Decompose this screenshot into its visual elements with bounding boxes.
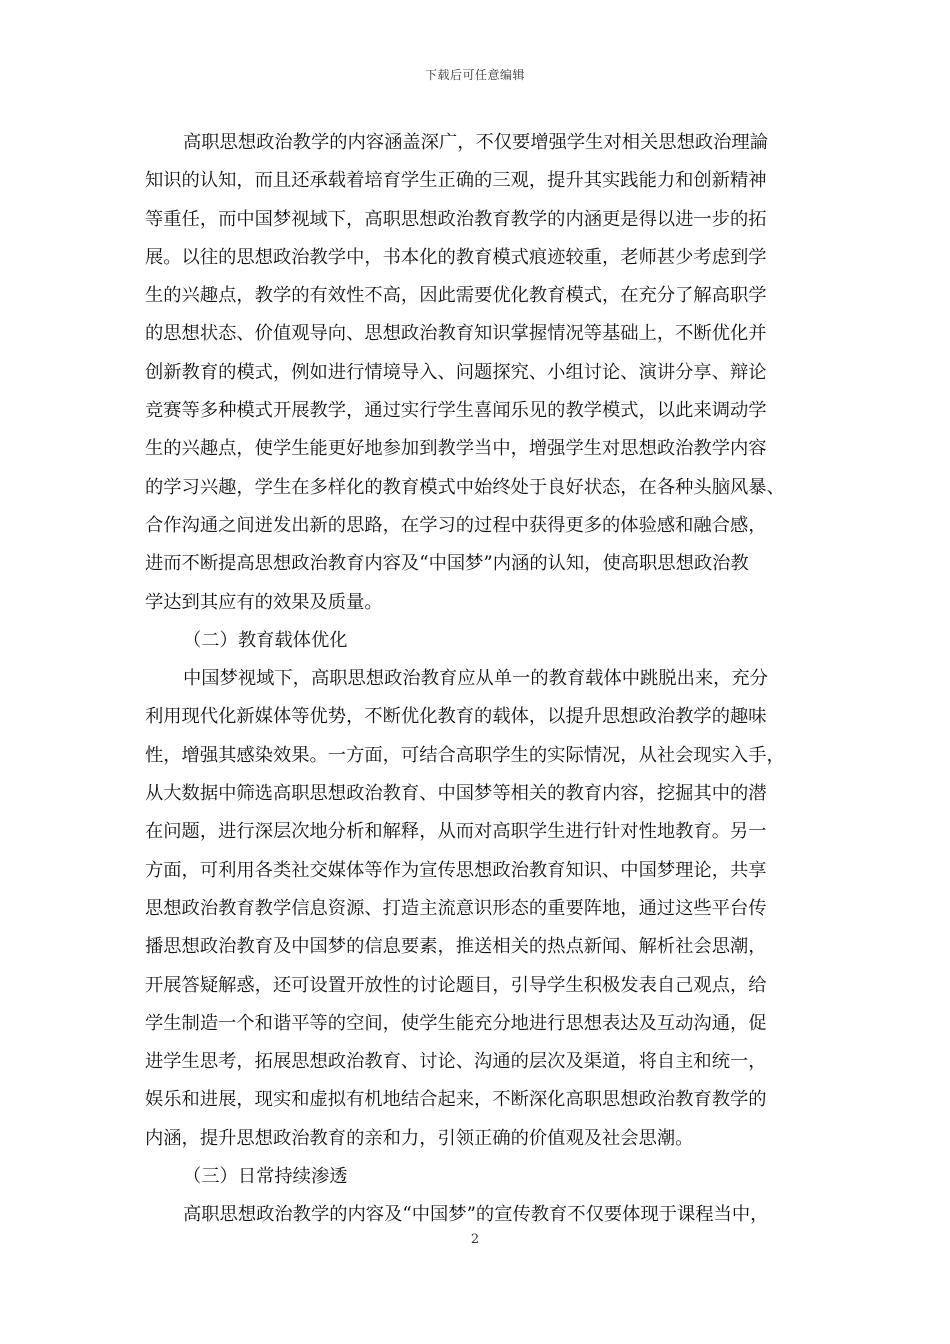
- text-line: 竞赛等多种模式开展教学，通过实行学生喜闻乐见的教学模式，以此来调动学: [145, 400, 767, 422]
- page-number: 2: [470, 1232, 480, 1247]
- text-line: 进而不断提高思想政治教育内容及“中国梦”内涵的认知，使高职思想政治教: [145, 553, 749, 575]
- text-line: 性，增强其感染效果。一方面，可结合高职学生的实际情况，从社会现实入手，: [145, 744, 785, 766]
- text-line: 合作沟通之间迸发出新的思路，在学习的过程中获得更多的体验感和融合感，: [145, 514, 767, 536]
- text-line: 学达到其应有的效果及质量。: [145, 591, 383, 613]
- text-line: 生的兴趣点，使学生能更好地参加到教学当中，增强学生对思想政治教学内容: [145, 438, 767, 460]
- text-line: 生的兴趣点，教学的有效性不高，因此需要优化教育模式，在充分了解高职学: [145, 285, 767, 307]
- text-line: 播思想政治教育及中国梦的信息要素，推送相关的热点新闻、解析社会思潮，: [145, 936, 767, 958]
- text-line: （二）教育载体优化: [183, 629, 348, 651]
- text-line: 进学生思考，拓展思想政治教育、讨论、沟通的层次及渠道，将自主和统一，: [145, 1051, 767, 1073]
- text-line: 在问题，进行深层次地分析和解释，从而对高职学生进行针对性地教育。另一: [145, 821, 767, 843]
- text-line: 等重任，而中国梦视域下，高职思想政治教育教学的内涵更是得以进一步的拓: [145, 208, 767, 230]
- text-line: 开展答疑解惑，还可设置开放性的讨论题目，引导学生积极发表自己观点，给: [145, 974, 767, 996]
- text-line: 高职思想政治教学的内容及“中国梦”的宣传教育不仅要体现于课程当中，: [183, 1204, 769, 1226]
- text-line: 中国梦视域下，高职思想政治教育应从单一的教育载体中跳脱出来，充分: [183, 668, 768, 690]
- text-line: 高职思想政治教学的内容涵盖深广，不仅要增强学生对相关思想政治理論: [183, 132, 768, 153]
- text-line: 思想政治教育教学信息资源、打造主流意识形态的重要阵地，通过这些平台传: [145, 897, 767, 919]
- text-line: 创新教育的模式，例如进行情境导入、问题探究、小组讨论、演讲分享、辩论: [145, 361, 767, 383]
- text-line: 学生制造一个和谐平等的空间，使学生能充分地进行思想表达及互动沟通，促: [145, 1012, 767, 1034]
- text-line: 知识的认知，而且还承载着培育学生正确的三观，提升其实践能力和创新精神: [145, 170, 767, 192]
- page-header: 下载后可任意编辑: [424, 68, 525, 82]
- text-line: 的学习兴趣，学生在多样化的教育模式中始终处于良好状态，在各种头脑风暴、: [145, 476, 785, 498]
- text-line: 展。以往的思想政治教学中，书本化的教育模式痕迹较重，老师甚少考虑到学: [145, 246, 767, 268]
- text-line: 利用现代化新媒体等优势，不断优化教育的载体，以提升思想政治教学的趣味: [145, 706, 767, 728]
- text-line: 的思想状态、价值观导向、思想政治教育知识掌握情况等基础上，不断优化并: [145, 323, 767, 345]
- text-line: 内涵，提升思想政治教育的亲和力，引领正确的价值观及社会思潮。: [145, 1127, 694, 1149]
- text-line: （三）日常持续渗透: [183, 1166, 348, 1188]
- text-line: 方面，可利用各类社交媒体等作为宣传思想政治教育知识、中国梦理论，共享: [145, 859, 767, 881]
- text-line: 娱乐和进展，现实和虚拟有机地结合起来，不断深化高职思想政治教育教学的: [145, 1089, 767, 1111]
- text-line: 从大数据中筛选高职思想政治教育、中国梦等相关的教育内容，挖掘其中的潜: [145, 783, 767, 805]
- body-text: [145, 124, 821, 1235]
